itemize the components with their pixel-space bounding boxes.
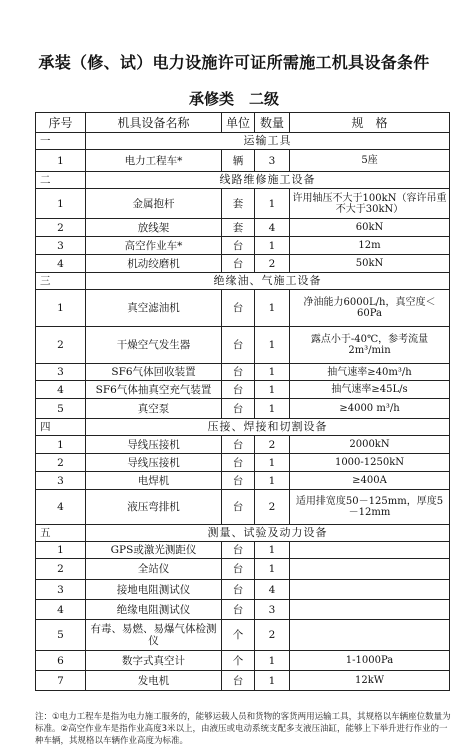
- equipment-name: SF6气体抽真空充气装置: [86, 381, 222, 399]
- unit-cell: 台: [222, 454, 255, 472]
- table-row: [36, 399, 450, 419]
- row-number: 3: [36, 580, 86, 600]
- row-number: 4: [36, 600, 86, 620]
- header-no: 序号: [36, 113, 86, 133]
- header-row: [36, 113, 450, 133]
- table-row: [36, 671, 450, 691]
- equipment-name: 全站仪: [86, 559, 222, 580]
- quantity-cell: 1: [255, 364, 290, 381]
- quantity-cell: 1: [255, 237, 290, 255]
- spec-cell: ≥4000 m³/h: [290, 399, 450, 419]
- row-number: 1: [36, 189, 86, 219]
- row-number: 3: [36, 472, 86, 490]
- equipment-name: 高空作业车*: [86, 237, 222, 255]
- equipment-name: SF6气体回收装置: [86, 364, 222, 381]
- equipment-name: 机动绞磨机: [86, 255, 222, 273]
- equipment-name: 放线架: [86, 219, 222, 237]
- section-title: 测量、试验及动力设备: [86, 525, 450, 542]
- row-number: 3: [36, 237, 86, 255]
- spec-cell: 50kN: [290, 255, 450, 273]
- spec-cell: 12kW: [290, 671, 450, 691]
- quantity-cell: 2: [255, 255, 290, 273]
- spec-cell: 适用排宽度50－125mm，厚度5－12mm: [290, 490, 450, 525]
- row-number: 2: [36, 327, 86, 364]
- quantity-cell: 1: [255, 327, 290, 364]
- spec-cell: 12m: [290, 237, 450, 255]
- unit-cell: 台: [222, 255, 255, 273]
- quantity-cell: 3: [255, 150, 290, 172]
- table-row: [36, 559, 450, 580]
- header-qty: 数量: [255, 113, 290, 133]
- unit-cell: 套: [222, 189, 255, 219]
- unit-cell: 台: [222, 290, 255, 327]
- quantity-cell: 2: [255, 436, 290, 454]
- section-row: [36, 525, 450, 542]
- equipment-name: GPS或激光测距仪: [86, 542, 222, 559]
- quantity-cell: 1: [255, 399, 290, 419]
- table-row: [36, 472, 450, 490]
- section-row: [36, 133, 450, 150]
- equipment-name: 真空滤油机: [86, 290, 222, 327]
- table-row: [36, 150, 450, 172]
- quantity-cell: 1: [255, 472, 290, 490]
- document-subtitle: 承修类 二级: [188, 90, 279, 108]
- spec-cell: 抽气速率≥40m³/h: [290, 364, 450, 381]
- header-spec: 规 格: [290, 113, 450, 133]
- spec-cell: [290, 600, 450, 620]
- table-row: [36, 580, 450, 600]
- quantity-cell: 1: [255, 542, 290, 559]
- spec-cell: 60kN: [290, 219, 450, 237]
- row-number: 1: [36, 290, 86, 327]
- spec-cell: [290, 542, 450, 559]
- quantity-cell: 3: [255, 600, 290, 620]
- table-row: [36, 237, 450, 255]
- spec-cell: [290, 620, 450, 651]
- quantity-cell: 1: [255, 559, 290, 580]
- equipment-name: 绝缘电阻测试仪: [86, 600, 222, 620]
- header-name: 机具设备名称: [86, 113, 222, 133]
- spec-cell: ≥400A: [290, 472, 450, 490]
- section-row: [36, 419, 450, 436]
- table-row: [36, 651, 450, 671]
- unit-cell: 台: [222, 580, 255, 600]
- unit-cell: 台: [222, 381, 255, 399]
- section-title: 线路维修施工设备: [86, 172, 450, 189]
- equipment-name: 接地电阻测试仪: [86, 580, 222, 600]
- quantity-cell: 1: [255, 651, 290, 671]
- header-unit: 单位: [222, 113, 255, 133]
- section-title: 压接、焊接和切割设备: [86, 419, 450, 436]
- quantity-cell: 1: [255, 290, 290, 327]
- table-row: [36, 436, 450, 454]
- row-number: 6: [36, 651, 86, 671]
- unit-cell: 台: [222, 559, 255, 580]
- section-row: [36, 273, 450, 290]
- section-number: 四: [36, 419, 86, 436]
- quantity-cell: 4: [255, 219, 290, 237]
- equipment-name: 导线压接机: [86, 454, 222, 472]
- footnote: 注：①电力工程车是指为电力施工服务的，能够运载人员和货物的客货两用运输工具，其规格以车辆座位数量为标准。②高空作业车是指作业高度3米以上，由液压或电动系统支配多支液压油缸，能够上下举升进行作业的一种车辆，其规格以车辆作业高度为标准。: [35, 712, 451, 746]
- spec-cell: 5座: [290, 150, 450, 172]
- spec-cell: [290, 559, 450, 580]
- table-row: [36, 454, 450, 472]
- unit-cell: 辆: [222, 150, 255, 172]
- unit-cell: 台: [222, 237, 255, 255]
- equipment-name: 导线压接机: [86, 436, 222, 454]
- row-number: 4: [36, 490, 86, 525]
- equipment-name: 干燥空气发生器: [86, 327, 222, 364]
- equipment-name: 电焊机: [86, 472, 222, 490]
- unit-cell: 台: [222, 364, 255, 381]
- quantity-cell: 1: [255, 381, 290, 399]
- spec-cell: 2000kN: [290, 436, 450, 454]
- section-title: 运输工具: [86, 133, 450, 150]
- unit-cell: 套: [222, 219, 255, 237]
- unit-cell: 台: [222, 600, 255, 620]
- spec-cell: 净油能力6000L/h，真空度＜60Pa: [290, 290, 450, 327]
- table-row: [36, 327, 450, 364]
- spec-cell: 抽气速率≥45L/s: [290, 381, 450, 399]
- quantity-cell: 1: [255, 189, 290, 219]
- table-row: [36, 620, 450, 651]
- equipment-name: 有毒、易燃、易爆气体检测仪: [86, 620, 222, 651]
- quantity-cell: 2: [255, 620, 290, 651]
- row-number: 3: [36, 364, 86, 381]
- quantity-cell: 1: [255, 454, 290, 472]
- equipment-name: 液压弯排机: [86, 490, 222, 525]
- row-number: 5: [36, 399, 86, 419]
- section-number: 三: [36, 273, 86, 290]
- row-number: 4: [36, 255, 86, 273]
- unit-cell: 台: [222, 542, 255, 559]
- unit-cell: 台: [222, 671, 255, 691]
- row-number: 5: [36, 620, 86, 651]
- equipment-name: 发电机: [86, 671, 222, 691]
- row-number: 2: [36, 559, 86, 580]
- spec-cell: [290, 580, 450, 600]
- unit-cell: 台: [222, 327, 255, 364]
- row-number: 1: [36, 436, 86, 454]
- row-number: 1: [36, 542, 86, 559]
- section-number: 一: [36, 133, 86, 150]
- table-row: [36, 542, 450, 559]
- section-title: 绝缘油、气施工设备: [86, 273, 450, 290]
- section-number: 五: [36, 525, 86, 542]
- unit-cell: 台: [222, 490, 255, 525]
- document-title: 承装（修、试）电力设施许可证所需施工机具设备条件: [38, 53, 430, 72]
- section-row: [36, 172, 450, 189]
- equipment-table-body: [36, 113, 450, 691]
- table-row: [36, 219, 450, 237]
- unit-cell: 台: [222, 399, 255, 419]
- equipment-name: 金属抱杆: [86, 189, 222, 219]
- row-number: 4: [36, 381, 86, 399]
- quantity-cell: 4: [255, 580, 290, 600]
- spec-cell: 露点小于-40℃，参考流量2m³/min: [290, 327, 450, 364]
- equipment-name: 数字式真空计: [86, 651, 222, 671]
- table-row: [36, 381, 450, 399]
- table-row: [36, 290, 450, 327]
- equipment-name: 电力工程车*: [86, 150, 222, 172]
- table-row: [36, 364, 450, 381]
- unit-cell: 个: [222, 620, 255, 651]
- row-number: 2: [36, 219, 86, 237]
- section-number: 二: [36, 172, 86, 189]
- unit-cell: 台: [222, 436, 255, 454]
- spec-cell: 1000-1250kN: [290, 454, 450, 472]
- table-row: [36, 490, 450, 525]
- quantity-cell: 1: [255, 671, 290, 691]
- equipment-table: [35, 112, 450, 691]
- spec-cell: 许用轴压不大于100kN（容许吊重不大于30kN）: [290, 189, 450, 219]
- equipment-name: 真空泵: [86, 399, 222, 419]
- table-row: [36, 189, 450, 219]
- spec-cell: 1-1000Pa: [290, 651, 450, 671]
- quantity-cell: 2: [255, 490, 290, 525]
- row-number: 7: [36, 671, 86, 691]
- unit-cell: 个: [222, 651, 255, 671]
- row-number: 2: [36, 454, 86, 472]
- row-number: 1: [36, 150, 86, 172]
- table-row: [36, 600, 450, 620]
- unit-cell: 台: [222, 472, 255, 490]
- table-row: [36, 255, 450, 273]
